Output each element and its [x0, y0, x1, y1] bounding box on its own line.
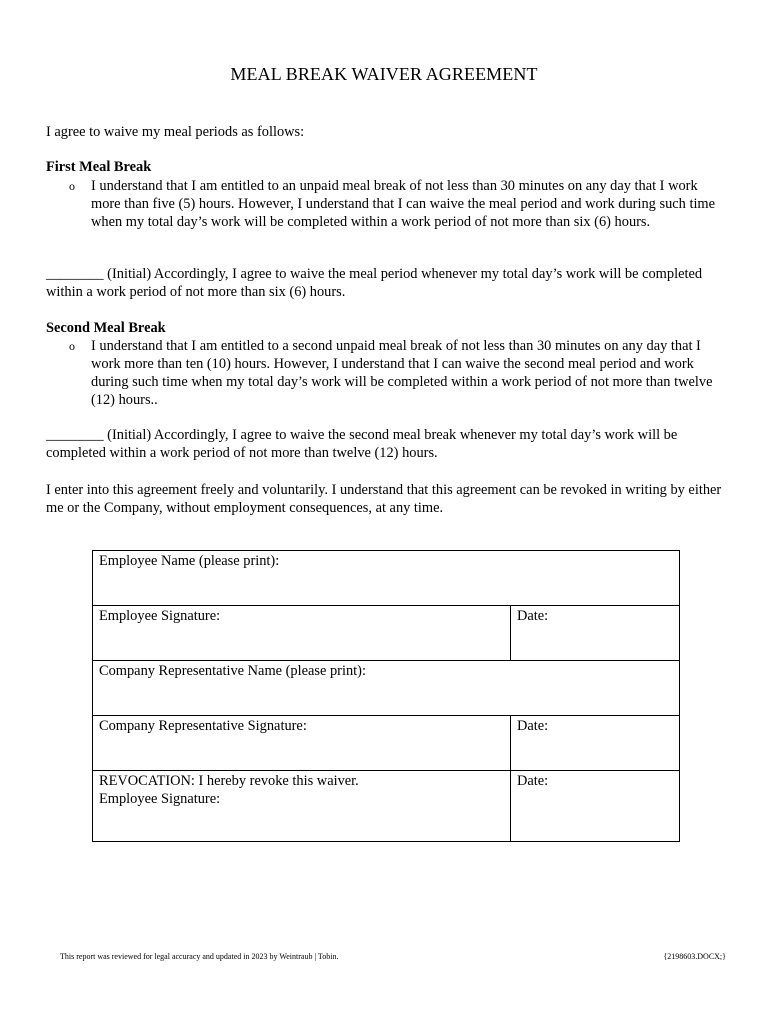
rep-signature-field[interactable] — [93, 716, 511, 771]
first-initial-text: (Initial) Accordingly, I agree to waive the meal period whenever my total day’s work will be completed within a work period of not more than six (6) hours. — [46, 266, 703, 300]
rep-name-label: Company Representative Name (please print): — [99, 663, 366, 679]
rep-date-field[interactable] — [511, 716, 680, 771]
rep-name-field[interactable] — [93, 661, 680, 716]
second-meal-break-heading: Second Meal Break — [46, 320, 166, 336]
footer-note: This report was reviewed for legal accuracy and updated in 2023 by Weintraub | Tobin. — [60, 952, 339, 961]
document-title: MEAL BREAK WAIVER AGREEMENT — [230, 64, 538, 84]
employee-signature-label: Employee Signature: — [99, 608, 221, 624]
date-label: Date: — [517, 608, 549, 624]
bullet-marker: o — [69, 179, 75, 193]
initial-blank-2[interactable]: ________ — [46, 427, 104, 443]
employee-date-field[interactable] — [511, 606, 680, 661]
initial-blank-1[interactable]: ________ — [46, 266, 104, 282]
signature-table — [92, 550, 680, 842]
revocation-date-field[interactable] — [511, 771, 680, 842]
intro-paragraph: I agree to waive my meal periods as follows: — [46, 124, 305, 140]
footer-doc-id: {2198603.DOCX;} — [663, 952, 726, 961]
revocation-label: REVOCATION: I hereby revoke this waiver. — [99, 773, 359, 789]
first-meal-break-heading: First Meal Break — [46, 159, 152, 175]
employee-signature-field[interactable] — [93, 606, 511, 661]
revocation-signature-label: Employee Signature: — [99, 791, 221, 807]
date-label: Date: — [517, 773, 549, 789]
date-label: Date: — [517, 718, 549, 734]
first-meal-break-bullet: I understand that I am entitled to an unpaid meal break of not less than 30 minutes on any day that I work more than five (5) hours. However, I understand that I can waive the meal period and work during such time when my total day’s work will be completed within a work period of not more than six (6) hours. — [91, 178, 716, 230]
employee-name-label: Employee Name (please print): — [99, 553, 280, 569]
second-initial-text: (Initial) Accordingly, I agree to waive the second meal break whenever my total day’s work will be completed within a work period of not more than twelve (12) hours. — [46, 427, 678, 461]
revocation-field[interactable] — [93, 771, 511, 842]
first-initial-paragraph — [46, 265, 726, 301]
rep-signature-label: Company Representative Signature: — [99, 718, 307, 734]
second-meal-break-bullet: I understand that I am entitled to a second unpaid meal break of not less than 30 minutes on any day that I work more than ten (10) hours. However, I understand that I can waive the second meal period and work during such time when my total day’s work will be completed within a work period of not more than twelve (12) hours.. — [91, 338, 713, 408]
closing-paragraph: I enter into this agreement freely and voluntarily. I understand that this agreement can be revoked in writing by either me or the Company, without employment consequences, at any time. — [46, 482, 722, 516]
second-initial-paragraph — [46, 426, 726, 462]
bullet-marker: o — [69, 339, 75, 353]
employee-name-field[interactable] — [93, 551, 680, 606]
